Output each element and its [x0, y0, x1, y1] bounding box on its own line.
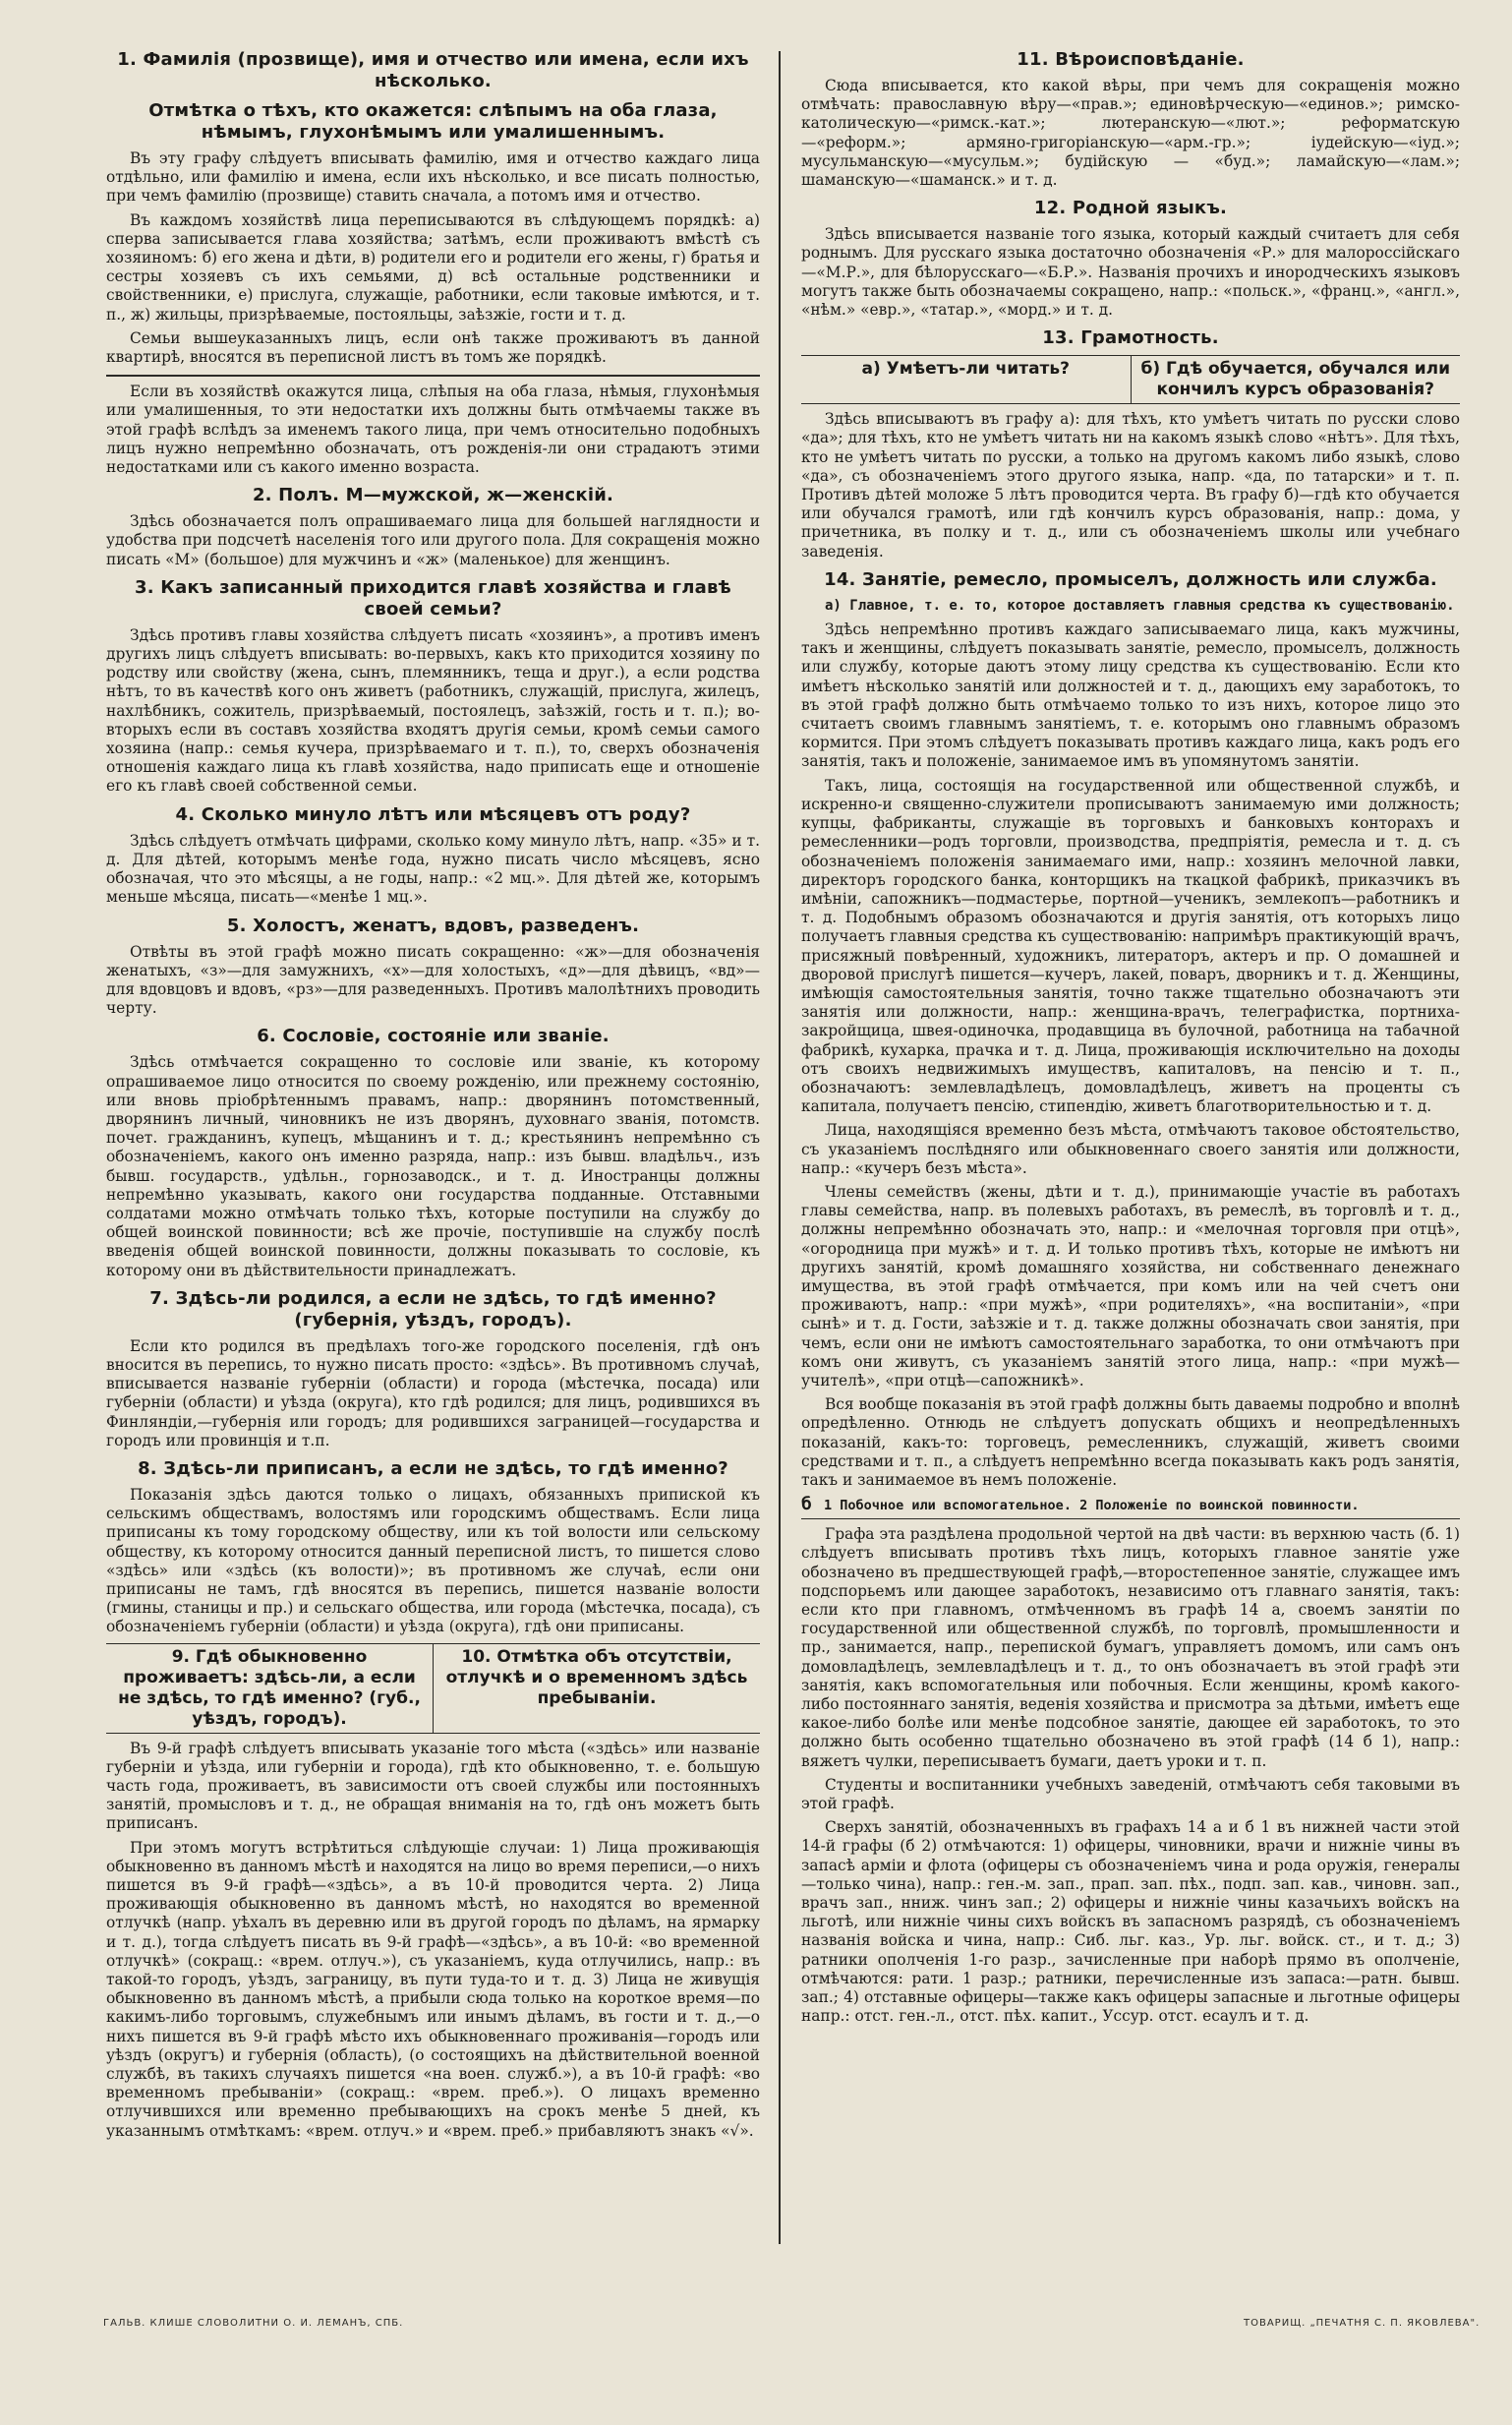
section-1-paragraph: Въ каждомъ хозяйствѣ лица переписываются въ слѣдующемъ порядкѣ: а) сперва записывается глава хозяйства; затѣмъ, если проживаютъ вмѣстѣ съ хозяиномъ: б) его жена и дѣти, в) родители его и родители его жены, г) братья и сестры хозяевъ съ ихъ семьями, д) всѣ остальные родственники и свойственники, е) прислуга, служащіе, работники, если таковые имѣются, и т. п., ж) жильцы, призрѣваемые, постояльцы, заѣзжіе, гости и т. д.	[106, 210, 760, 324]
right-column	[801, 49, 1460, 2238]
section-6-heading: 6. Сословіе, состояніе или званіе.	[257, 1026, 610, 1047]
section-7-heading: 7. Здѣсь-ли родился, а если не здѣсь, то гдѣ именно? (губернія, уѣздъ, городъ).	[149, 1287, 717, 1331]
section-1-paragraph: Въ эту графу слѣдуетъ вписывать фамилію, имя и отчество каждаго лица отдѣльно, или фамилію и имена, если ихъ нѣсколько, и все писать полностью, при чемъ фамилію (прозвище) ставить сначала, а потомъ имя и отчество.	[106, 149, 760, 206]
section-1-subheading: Отмѣтка о тѣхъ, кто окажется: слѣпымъ на оба глаза, нѣмымъ, глухонѣмымъ или умалишеннымъ.	[148, 100, 718, 143]
section-12-paragraph: Здѣсь вписывается названіе того языка, который каждый считаетъ для себя роднымъ. Для русскаго языка достаточно обозначенія «Р.» для малороссійскаго—«М.Р.», для бѣлорусскаго—«Б.Р.». Названія прочихъ и инородческихъ языковъ могутъ также быть обозначаемы сокращено, напр.: «польск.», «франц.», «англ.», «нѣм.» «евр.», «татар.», «морд.» и т. д.	[801, 225, 1460, 320]
section-8-heading: 8. Здѣсь-ли приписанъ, а если не здѣсь, то гдѣ именно?	[138, 1457, 728, 1479]
section-14b-heading	[801, 1496, 1460, 1519]
printer-credit-left: ГАЛЬВ. КЛИШЕ СЛОВОЛИТНИ О. И. ЛЕМАНЪ, СПБ.	[103, 2318, 404, 2329]
section-9-paragraph: При этомъ могутъ встрѣтиться слѣдующіе случаи: 1) Лица проживающія обыкновенно въ данномъ мѣстѣ и находятся на лицо во время переписи,—о нихъ пишется въ 9-й графѣ—«здѣсь», а въ 10-й проводится черта. 2) Лица проживающія обыкновенно въ данномъ мѣстѣ, но находятся во временной отлучкѣ (напр. уѣхалъ въ деревню или въ другой городъ по дѣламъ, на ярмарку и т. д.), тогда слѣдуетъ писать въ 9-й графѣ—«здѣсь», а въ 10-й: «во временной отлучкѣ» (сокращ.: «врем. отлуч.»), съ указаніемъ, куда отлучились, напр.: въ такой-то городъ, уѣздъ, заграницу, въ пути туда-то и т. д. 3) Лица не живущія обыкновенно въ данномъ мѣстѣ, а прибыли сюда только на короткое время—по какимъ-либо торговымъ, служебнымъ или инымъ дѣламъ, въ гости и т. д.,—о нихъ пишется въ 9-й графѣ мѣсто ихъ обыкновеннаго проживанія—городъ или уѣздъ (округъ) и губернія (область), (о состоящихъ на дѣйствительной военной службѣ, въ такихъ случаяхъ пишется «на воен. служб.»), а въ 10-й графѣ: «во временномъ пребываніи» (сокращ.: «врем. преб.»). О лицахъ временно отлучившихся или временно пребывающихъ на срокъ менѣе 5 дней, къ указаннымъ отмѣткамъ: «врем. отлуч.» и «врем. преб.» прибавляютъ знакъ «√».	[106, 1838, 760, 2140]
section-2-heading: 2. Полъ. М—мужской, ж—женскій.	[252, 485, 614, 506]
section-9-heading: 9. Гдѣ обыкновенно проживаетъ: здѣсь-ли, а если не здѣсь, то гдѣ именно? (губ., уѣздъ, городъ).	[118, 1646, 421, 1729]
section-14b-title: 1 Побочное или вспомогательное. 2 Положеніе по воинской повинности.	[823, 1498, 1360, 1514]
section-5-paragraph: Отвѣты въ этой графѣ можно писать сокращенно: «ж»—для обозначенія женатыхъ, «з»—для замужнихъ, «х»—для холостыхъ, «д»—для дѣвицъ, «вд»—для вдовцовъ и вдовъ, «рз»—для разведенныхъ. Противъ малолѣтнихъ проводить черту.	[106, 942, 760, 1018]
section-4-heading: 4. Сколько минуло лѣтъ или мѣсяцевъ отъ роду?	[175, 803, 691, 825]
section-9-10-header	[106, 1643, 760, 1734]
section-11-paragraph: Сюда вписывается, кто какой вѣры, при чемъ для сокращенія можно отмѣчать: православную вѣру—«прав.»; единовѣрческую—«единов.»; римско-католическую—«римск.-кат.»; лютеранскую—«лют.»; реформатскую—«реформ.»; армяно-григоріанскую—«арм.-гр.»; іудейскую—«іуд.»; мусульманскую—«мусульм.»; будійскую — «буд.»; ламайскую—«лам.»; шаманскую—«шаманск.» и т. д.	[801, 77, 1460, 190]
divider	[106, 375, 760, 377]
printer-credit-right: ТОВАРИЩ. „ПЕЧАТНЯ С. П. ЯКОВЛЕВА".	[1244, 2318, 1481, 2329]
section-1-paragraph: Если въ хозяйствѣ окажутся лица, слѣпыя на оба глаза, нѣмыя, глухонѣмыя или умалишенныя, то эти недостатки ихъ должны быть отмѣчаемы также въ этой графѣ вслѣдъ за именемъ такого лица, при чемъ относительно подобныхъ лицъ нужно непремѣнно обозначать, отъ рожденія-ли они страдаютъ этими недостатками или съ какого именно возраста.	[106, 383, 760, 477]
section-5-heading: 5. Холостъ, женатъ, вдовъ, разведенъ.	[226, 915, 640, 936]
section-3-paragraph: Здѣсь противъ главы хозяйства слѣдуетъ писать «хозяинъ», а противъ именъ другихъ лицъ слѣдуетъ вписывать: во-первыхъ, какъ кто приходится хозяину по родству или свойству (жена, сынъ, племянникъ, теща и друг.), а если родства нѣтъ, то въ качествѣ кого онъ живетъ (работникъ, служащій, прислуга, жилецъ, нахлѣбникъ, сожитель, призрѣваемый, постоялецъ, заѣзжій, гость и т. п.); во-вторыхъ если въ составъ хозяйства входятъ другія семьи, кромѣ семьи самого хозяина (напр.: семья кучера, призрѣваемаго и т. п.), то, сверхъ обозначенія отношенія каждаго лица къ главѣ хозяйства, надо приписать еще и отношеніе его къ главѣ своей собственной семьи.	[106, 625, 760, 796]
section-8-paragraph: Показанія здѣсь даются только о лицахъ, обязанныхъ припиской къ сельскимъ обществамъ, волостямъ или городскимъ обществамъ. Если лица приписаны къ тому городскому обществу, или къ той волости или сельскому обществу, къ которому относится данный переписной листъ, то пишется слово «здѣсь» или «здѣсь (къ волости)»; въ противномъ же случаѣ, если они приписаны не тамъ, гдѣ вносятся въ перепись, пишется названіе волости (гмины, станицы и пр.) и сельскаго общества, или города (мѣстечка, посада), съ обозначеніемъ губерніи (области) и уѣзда (округа), гдѣ они приписаны.	[106, 1485, 760, 1636]
section-13a-heading: а) Умѣетъ-ли читать?	[861, 359, 1071, 380]
section-1-heading: 1. Фамилія (прозвище), имя и отчество или имена, если ихъ нѣсколько.	[117, 49, 749, 91]
section-14b-paragraph: Графа эта раздѣлена продольной чертой на двѣ части: въ верхнюю часть (б. 1) слѣдуетъ вписывать противъ тѣхъ лицъ, которыхъ главное занятіе уже обозначено въ предшествующей графѣ,—второстепенное занятіе, служащее имъ подспорьемъ или дающее заработокъ, независимо отъ главнаго занятія, такъ: если кто при главномъ, отмѣченномъ въ графѣ 14 а, своемъ занятіи по государственной или общественной службѣ, по торговлѣ, промышленности и пр., занимается, напр., перепиской бумагъ, управляетъ домомъ, или самъ онъ домовладѣлецъ, землевладѣлецъ и т. д., то онъ обозначаетъ въ этой графѣ эти занятія, какъ вспомогательныя или побочныя. Если женщины, кромѣ какого-либо постояннаго занятія, веденія хозяйства и присмотра за дѣтьми, имѣетъ еще какое-либо болѣе или менѣе подсобное занятіе, дающее ей заработокъ, то это должно быть особенно тщательно обозначено въ этой графѣ (14 б 1), напр.: вяжетъ чулки, переписываетъ бумаги, даетъ уроки и т. п.	[801, 1525, 1460, 1770]
section-14b-letter: б	[801, 1494, 812, 1515]
section-13-heading: 13. Грамотность.	[1042, 327, 1219, 349]
section-13b-heading: б) Гдѣ обучается, обучался или кончилъ курсъ образованія?	[1131, 356, 1461, 403]
section-14b-paragraph: Студенты и воспитанники учебныхъ заведеній, отмѣчаютъ себя таковыми въ этой графѣ.	[801, 1775, 1460, 1813]
section-14-paragraph: Члены семействъ (жены, дѣти и т. д.), принимающіе участіе въ работахъ главы семейства, напр. въ полевыхъ работахъ, въ ремеслѣ, въ торговлѣ и т. д., должны непремѣнно обозначать это, напр.: и «мелочная торговля при отцѣ», «огородница при мужѣ» и т. д. И только противъ тѣхъ, которые не имѣютъ ни другихъ занятій, кромѣ домашняго хозяйства, ни собственнаго денежнаго имущества, въ этой графѣ отмѣчается, при комъ или на чей счетъ они проживаютъ, напр.: «при мужѣ», «при родителяхъ», «на воспитаніи», «при сынѣ» и т. д. Гости, заѣзжіе и т. д. также должны обозначать свои занятія, при чемъ, если они не имѣютъ самостоятельнаго заработка, то они отмѣчаютъ при комъ они живутъ, съ указаніемъ занятій этого лица, напр.: «при мужѣ—учителѣ», «при отцѣ—сапожникѣ».	[801, 1182, 1460, 1390]
section-6-paragraph: Здѣсь отмѣчается сокращенно то сословіе или званіе, къ которому опрашиваемое лицо относится по своему рожденію, или прежнему состоянію, или вновь пріобрѣтеннымъ правамъ, напр.: дворянинъ потомственный, дворянинъ личный, чиновникъ не изъ дворянъ, духовнаго званія, потомств. почет. гражданинъ, купецъ, мѣщанинъ и т. д.; крестьянинъ непремѣнно съ обозначеніемъ, какого онъ именно разряда, напр.: изъ бывш. владѣльч., изъ бывш. государств., удѣльн., горнозаводск., и т. д. Иностранцы должны непремѣнно указывать, какого они государства подданные. Отставными солдатами можно отмѣчать только тѣхъ, которые поступили на службу до общей воинской повинности; всѣ же прочіе, поступившіе на службу послѣ введенія общей воинской повинности, должны показывать то сословіе, къ которому они въ дѣйствительности принадлежатъ.	[106, 1053, 760, 1279]
section-14-paragraph: Вся вообще показанія въ этой графѣ должны быть даваемы подробно и вполнѣ опредѣленно. Отнюдь не слѣдуетъ допускать общихъ и неопредѣленныхъ показаній, какъ-то: торговецъ, ремесленникъ, служащій, живетъ своими средствами и т. п., а слѣдуетъ непремѣнно всегда показывать какъ родъ занятія, такъ и занимаемое въ немъ положеніе.	[801, 1395, 1460, 1489]
section-14-paragraph: Такъ, лица, состоящія на государственной или общественной службѣ, и искренно-и священно-служители прописываютъ занимаемую ими должность; купцы, фабриканты, служащіе въ торговыхъ и банковыхъ конторахъ и ремесленники—родъ торговли, производства, предпріятія, ремесла и т. д. съ обозначеніемъ положенія занимаемаго ими, напр.: хозяинъ мелочной лавки, директоръ городского банка, конторщикъ на ткацкой фабрикѣ, приказчикъ въ имѣніи, сапожникъ—подмастерье, портной—ученикъ, землекопъ—работникъ и т. д. Подобнымъ образомъ обозначаются и другія занятія, отъ которыхъ лицо получаетъ главныя средства къ существованію: напримѣръ практикующій врачъ, присяжный повѣренный, художникъ, литераторъ, актеръ и пр. О домашней и дворовой прислугѣ пишется—кучеръ, лакей, поваръ, дворникъ и т. д. Женщины, имѣющія самостоятельныя занятія, точно также тщательно обозначаютъ эти занятія или должности, напр.: женщина-врачъ, телеграфистка, портниха-закройщица, швея-одиночка, продавщица въ булочной, работница на табачной фабрикѣ, кухарка, прачка и т. д. Лица, проживающія исключительно на доходы отъ своихъ недвижимыхъ имуществъ, капиталовъ, на пенсію и т. п., обозначаютъ: землевладѣлецъ, домовладѣлецъ, живетъ на проценты съ капитала, получаетъ пенсію, стипендію, живетъ благотворительностью и т. д.	[801, 776, 1460, 1116]
section-14-paragraph: Здѣсь непремѣнно противъ каждаго записываемаго лица, какъ мужчины, такъ и женщины, слѣдуетъ показывать занятіе, ремесло, промыселъ, должность или службу, которые даютъ этому лицу средства къ существованію. Если кто имѣетъ нѣсколько занятій или должностей и т. д., дающихъ ему заработокъ, то въ этой графѣ должно быть отмѣчаемо только то изъ нихъ, которое лицо это считаетъ своимъ главнымъ занятіемъ, т. е. которымъ оно главнымъ образомъ кормится. При этомъ слѣдуетъ показывать противъ каждаго лица, какъ родъ его занятія, такъ и положеніе, занимаемое имъ въ упомянутомъ занятіи.	[801, 621, 1460, 771]
section-13-paragraph: Здѣсь вписываютъ въ графу а): для тѣхъ, кто умѣетъ читать по русски слово «да»; для тѣхъ, кто не умѣетъ читать ни на какомъ языкѣ слово «нѣтъ». Для тѣхъ, кто не умѣетъ читать по русски, а только на другомъ какомъ либо языкѣ, слово «да», съ обозначеніемъ этого другого языка, напр. «да, по татарски» и т. п. Противъ дѣтей моложе 5 лѣтъ проводится черта. Въ графу б)—гдѣ кто обучается или обучался грамотѣ, или гдѣ кончилъ курсъ образованія, напр.: дома, у причетника, въ полку и т. д., или съ обозначеніемъ школы или учебнаго заведенія.	[801, 410, 1460, 561]
section-4-paragraph: Здѣсь слѣдуетъ отмѣчать цифрами, сколько кому минуло лѣтъ, напр. «35» и т. д. Для дѣтей, которымъ менѣе года, нужно писать число мѣсяцевъ, ясно обозначая, что это мѣсяцы, а не годы, напр.: «2 мц.». Для дѣтей же, которымъ меньше мѣсяца, писать—«менѣе 1 мц.».	[106, 831, 760, 907]
section-13-subheader	[801, 355, 1460, 404]
section-11-heading: 11. Вѣроисповѣданіе.	[1017, 49, 1245, 70]
section-9-paragraph: Въ 9-й графѣ слѣдуетъ вписывать указаніе того мѣста («здѣсь» или названіе губерніи и уѣзда, или губерніи и города), гдѣ кто обыкновенно, т. е. большую часть года, проживаетъ, въ зависимости отъ своей службы или постоянныхъ занятій, промысловъ и т. д., не обращая вниманія на то, гдѣ онъ можетъ быть приписанъ.	[106, 1739, 760, 1833]
left-column	[106, 49, 760, 2238]
section-14-heading: 14. Занятіе, ремесло, промыселъ, должность или служба.	[824, 568, 1437, 590]
section-14-paragraph: Лица, находящіяся временно безъ мѣста, отмѣчаютъ таковое обстоятельство, съ указаніемъ послѣдняго или обыкновеннаго своего занятія или должности, напр.: «кучеръ безъ мѣста».	[801, 1121, 1460, 1177]
section-1-paragraph: Семьи вышеуказанныхъ лицъ, если онѣ также проживаютъ въ данной квартирѣ, вносятся въ переписной листъ въ томъ же порядкѣ.	[106, 328, 760, 367]
section-14b-paragraph: Сверхъ занятій, обозначенныхъ въ графахъ 14 а и б 1 въ нижней части этой 14-й графы (б 2) отмѣчаются: 1) офицеры, чиновники, врачи и нижніе чины въ запасѣ арміи и флота (офицеры съ обозначеніемъ чина и рода оружія, генералы—только чина), напр.: ген.-м. зап., прап. зап. пѣх., подп. зап. кав., чиновн. зап., врачъ зап., нниж. чинъ зап.; 2) офицеры и нижніе чины казачьихъ войскъ на льготѣ, или нижніе чины сихъ войскъ въ запасномъ разрядѣ, съ обозначеніемъ названія войска и чина, напр.: Сиб. льг. каз., Ур. льг. войск. ст., и т. д.; 3) ратники ополченія 1-го разр., зачисленные при наборѣ прямо въ ополченіе, отмѣчаются: рати. 1 разр.; ратники, перечисленные изъ запаса:—ратн. бывш. зап.; 4) отставные офицеры—также какъ офицеры запасные и льготные офицеры напр.: отст. ген.-л., отст. пѣх. капит., Уссур. отст. есаулъ и т. д.	[801, 1818, 1460, 2026]
section-14a-heading: а) Главное, т. е. то, которое доставляетъ главныя средства къ существованію.	[825, 597, 1455, 614]
section-3-heading: 3. Какъ записанный приходится главѣ хозяйства и главѣ своей семьи?	[135, 576, 731, 620]
column-divider	[779, 51, 781, 2244]
section-2-paragraph: Здѣсь обозначается полъ опрашиваемаго лица для большей наглядности и удобства при подсчетѣ населенія того или другого пола. Для сокращенія можно писать «М» (большое) для мужчинъ и «ж» (маленькое) для женщинъ.	[106, 512, 760, 568]
section-10-heading: 10. Отмѣтка объ отсутствіи, отлучкѣ и о временномъ здѣсь пребываніи.	[433, 1644, 760, 1733]
section-7-paragraph: Если кто родился въ предѣлахъ того-же городского поселенія, гдѣ онъ вносится въ перепись, то нужно писать просто: «здѣсь». Въ противномъ случаѣ, вписывается названіе губерніи (области) и города (мѣстечка, посада) или губерніи (области) и уѣзда (округа), кто гдѣ родился; для лицъ, родившихся въ Финляндіи,—губернія или городъ; для родившихся заграницей—государства и городъ или провинція и т.п.	[106, 1336, 760, 1449]
section-12-heading: 12. Родной языкъ.	[1033, 198, 1228, 219]
